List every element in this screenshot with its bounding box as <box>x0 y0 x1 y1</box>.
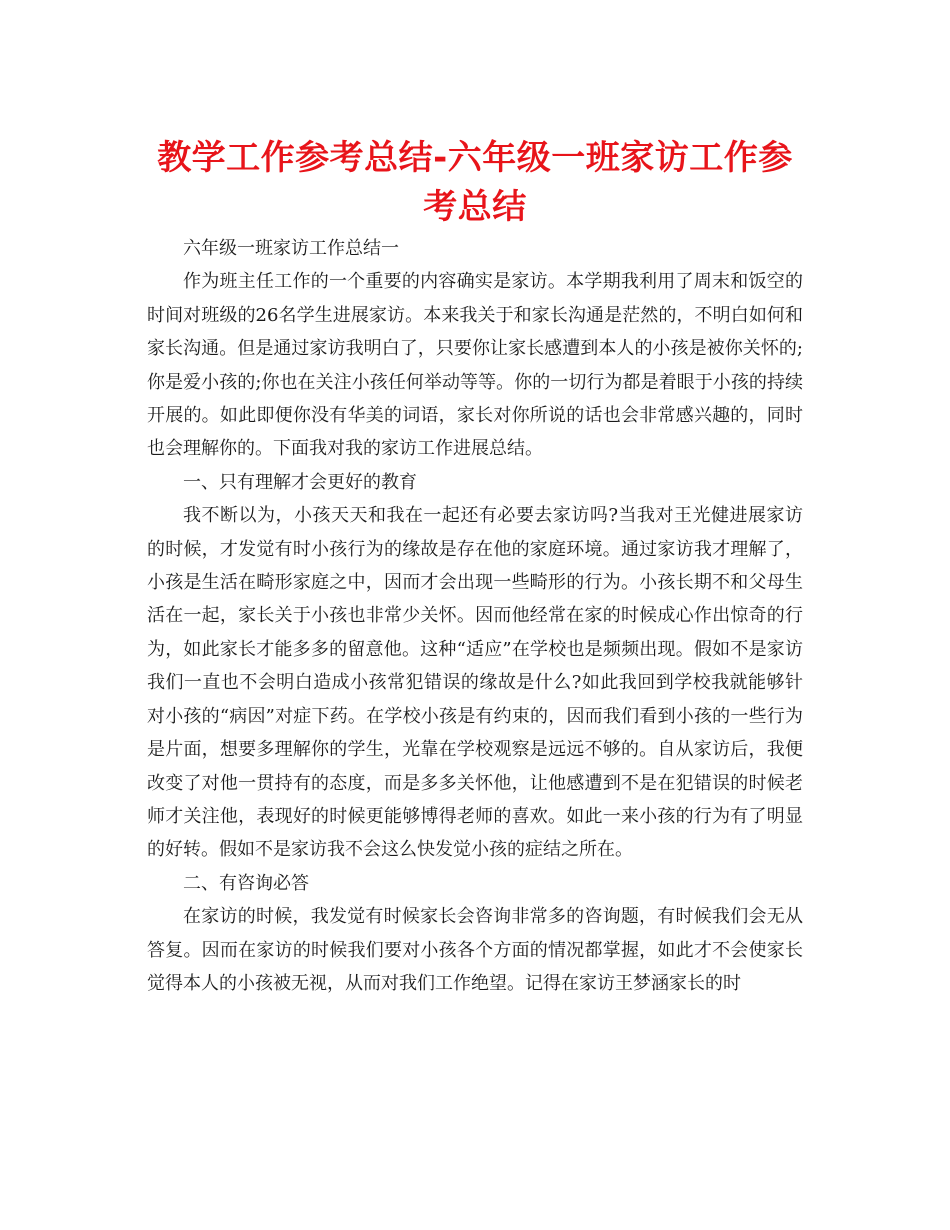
section-subtitle: 六年级一班家访工作总结一 <box>183 238 399 259</box>
paragraph: 在家访的时候，我发觉有时候家长会咨询非常多的咨询题，有时候我们会无从答复。因而在家访的时候我们要对小孩各个方面的情况都掌握，如此才不会使家长觉得本人的小孩被无视，从而对我们工作绝望。记得在家访王梦涵家长的时 <box>147 906 803 994</box>
paragraph: 我不断以为，小孩天天和我在一起还有必要去家访吗?当我对王光健进展家访的时候，才发觉有时小孩行为的缘故是存在他的家庭环境。通过家访我才理解了，小孩是生活在畸形家庭之中，因而才会出现一些畸形的行为。小孩长期不和父母生活在一起，家长关于小孩也非常少关怀。因而他经常在家的时候成心作出惊奇的行为，如此家长才能多多的留意他。这种“适应”在学校也是频频出现。假如不是家访我们一直也不会明白造成小孩常犯错误的缘故是什么?如此我回到学校我就能够针对小孩的“病因”对症下药。在学校小孩是有约束的，因而我们看到小孩的一些行为是片面，想要多理解你的学生，光靠在学校观察是远远不够的。自从家访后，我便改变了对他一贯持有的态度，而是多多关怀他，让他感遭到不是在犯错误的时候老师才关注他，表现好的时候更能够博得老师的喜欢。如此一来小孩的行为有了明显的好转。假如不是家访我不会这么快发觉小孩的症结之所在。 <box>147 505 803 861</box>
section-heading: 二、有咨询必答 <box>183 872 309 894</box>
section-heading: 一、只有理解才会更好的教育 <box>183 471 417 493</box>
paragraph: 作为班主任工作的一个重要的内容确实是家访。本学期我利用了周末和饭空的时间对班级的26名学生进展家访。本来我关于和家长沟通是茫然的，不明白如何和家长沟通。但是通过家访我明白了，只要你让家长感遭到本人的小孩是被你关怀的;你是爱小孩的;你也在关注小孩任何举动等等。你的一切行为都是着眼于小孩的持续开展的。如此即便你没有华美的词语，家长对你所说的话也会非常感兴趣的，同时也会理解你的。下面我对我的家访工作进展总结。 <box>147 271 803 460</box>
document-title: 教学工作参考总结-六年级一班家访工作参考总结 <box>157 138 793 227</box>
document-body <box>147 232 803 1000</box>
